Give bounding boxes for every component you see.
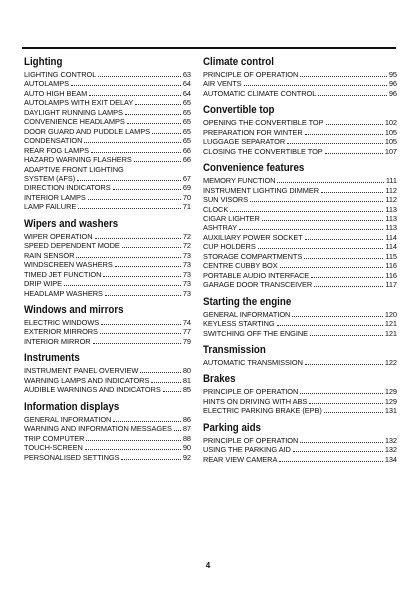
toc-entry[interactable]	[203, 118, 397, 127]
section-heading: Parking aids	[203, 421, 261, 434]
entry-title: STORAGE COMPARTMENTS	[203, 251, 303, 261]
entry-title: PRINCIPLE OF OPERATION	[203, 70, 299, 79]
entry-title: TIMED JET FUNCTION	[24, 269, 102, 279]
entry-title: HINTS ON DRIVING WITH ABS	[203, 396, 308, 406]
entry-page: 113	[385, 213, 397, 223]
entry-page: 73	[182, 269, 191, 279]
entry-page: 102	[384, 118, 397, 128]
toc-entry[interactable]	[203, 445, 397, 454]
toc-entry[interactable]	[203, 137, 397, 146]
toc-entry[interactable]	[24, 415, 191, 424]
entry-page: 105	[384, 127, 397, 137]
toc-entry[interactable]	[24, 136, 191, 145]
dot-leader	[103, 276, 180, 277]
dot-leader	[140, 372, 181, 373]
toc-section-windows-and-mirrors	[24, 304, 191, 346]
toc-right-column	[203, 56, 397, 470]
dot-leader	[280, 267, 384, 268]
toc-entry[interactable]	[203, 176, 397, 185]
entry-title: DOOR GUARD AND PUDDLE LAMPS	[24, 126, 150, 136]
entry-title: OPENING THE CONVERTIBLE TOP	[203, 118, 324, 128]
entry-page: 65	[182, 136, 191, 146]
entry-page: 132	[384, 445, 397, 455]
toc-entry[interactable]	[24, 337, 191, 346]
entry-page: 74	[182, 317, 191, 327]
entry-page: 114	[385, 242, 397, 252]
dot-leader	[135, 104, 181, 105]
entry-page: 92	[182, 452, 191, 462]
toc-entry[interactable]	[203, 233, 397, 242]
toc-entry[interactable]	[203, 252, 397, 261]
entry-page: 65	[182, 98, 191, 108]
section-heading: Climate control	[203, 56, 274, 68]
toc-entry[interactable]	[203, 387, 397, 396]
entry-title: SYSTEM (AFS)	[24, 173, 76, 183]
dot-leader	[151, 382, 181, 383]
entry-title: DRIP WIPE	[24, 279, 63, 289]
page-number: 4	[205, 561, 211, 570]
entry-page: 71	[182, 202, 191, 212]
entry-title: WARNING AND INFORMATION MESSAGES	[24, 424, 172, 434]
dot-leader	[321, 192, 383, 193]
dot-leader	[115, 266, 181, 267]
toc-section-instruments	[24, 352, 191, 394]
dot-leader	[64, 285, 181, 286]
section-heading: Transmission	[203, 343, 266, 356]
dot-leader	[78, 208, 181, 209]
toc-entry[interactable]	[203, 128, 397, 137]
toc-section-starting-the-engine	[203, 296, 397, 338]
entry-page: 113	[385, 204, 397, 214]
dot-leader	[174, 430, 181, 431]
dot-leader	[98, 76, 181, 77]
entry-title: DIRECTION INDICATORS	[24, 183, 111, 193]
entry-page: 105	[384, 137, 397, 147]
entry-page: 88	[182, 433, 191, 443]
dot-leader	[127, 123, 181, 124]
entry-page: 72	[182, 241, 191, 251]
entry-title: LAMP FAILURE	[24, 202, 77, 212]
entry-title: INSTRUMENT PANEL OVERVIEW	[24, 366, 139, 376]
toc-entry[interactable]	[203, 329, 397, 338]
entry-page: 87	[182, 424, 191, 434]
entry-page: 65	[182, 126, 191, 136]
dot-leader	[305, 364, 383, 365]
dot-leader	[84, 142, 180, 143]
entry-title: WINDSCREEN WASHERS	[24, 260, 113, 270]
top-rule	[22, 47, 396, 49]
entry-title: TOUCH-SCREEN	[24, 443, 83, 453]
dot-leader	[89, 95, 181, 96]
entry-title: AUTOMATIC TRANSMISSION	[203, 357, 303, 367]
entry-page: 86	[182, 414, 191, 424]
dot-leader	[292, 316, 382, 317]
toc-section-climate-control	[203, 56, 397, 98]
entry-title: PORTABLE AUDIO INTERFACE	[203, 270, 310, 280]
dot-leader	[250, 201, 383, 202]
entry-page: 77	[182, 327, 191, 337]
entry-title: KEYLESS STARTING	[203, 319, 275, 329]
entry-title: WARNING LAMPS AND INDICATORS	[24, 375, 150, 385]
dot-leader	[76, 257, 181, 258]
toc-section-lighting	[24, 56, 191, 212]
toc-entry[interactable]	[203, 79, 397, 88]
toc-entry[interactable]	[24, 165, 191, 174]
dot-leader	[305, 134, 383, 135]
toc-entry[interactable]	[203, 436, 397, 445]
toc-entry[interactable]	[203, 358, 397, 367]
entry-title: CLOSING THE CONVERTIBLE TOP	[203, 146, 323, 156]
toc-entry[interactable]	[24, 127, 191, 136]
toc-entry[interactable]	[203, 147, 397, 156]
section-heading: Lighting	[24, 56, 63, 68]
dot-leader	[309, 403, 383, 404]
dot-leader	[311, 277, 383, 278]
toc-entry[interactable]	[24, 443, 191, 452]
toc-section-wipers-and-washers	[24, 218, 191, 298]
dot-leader	[93, 343, 181, 344]
dot-leader	[300, 442, 383, 443]
dot-leader	[134, 161, 181, 162]
section-heading: Windows and mirrors	[24, 303, 124, 316]
entry-page: 95	[388, 70, 397, 79]
entry-title: ADAPTIVE FRONT LIGHTING	[24, 164, 124, 174]
toc-entry[interactable]	[24, 260, 191, 269]
entry-title: DAYLIGHT RUNNING LAMPS	[24, 107, 123, 117]
toc-entry[interactable]	[24, 202, 191, 211]
entry-title: MEMORY FUNCTION	[203, 176, 276, 186]
toc-entry[interactable]	[203, 397, 397, 406]
toc-entry[interactable]	[24, 366, 191, 375]
entry-page: 107	[384, 146, 397, 156]
entry-title: ASHTRAY	[203, 223, 238, 233]
dot-leader	[310, 335, 383, 336]
section-heading: Convertible top	[203, 104, 275, 117]
toc-entry[interactable]	[24, 318, 191, 327]
entry-page: 79	[182, 336, 191, 346]
entry-page: 64	[182, 88, 191, 98]
toc-entry[interactable]	[24, 89, 191, 98]
entry-page: 65	[182, 107, 191, 117]
toc-entry[interactable]	[24, 376, 191, 385]
entry-title: AUTO HIGH BEAM	[24, 88, 88, 98]
dot-leader	[230, 211, 383, 212]
entry-page: 116	[385, 270, 397, 280]
dot-leader	[300, 76, 387, 77]
toc-entry[interactable]	[203, 186, 397, 195]
entry-page: 96	[388, 88, 397, 98]
entry-page: 131	[384, 406, 397, 416]
entry-page: 63	[182, 70, 191, 79]
dot-leader	[277, 182, 383, 183]
section-heading: Instruments	[24, 352, 80, 365]
entry-title: GARAGE DOOR TRANSCEIVER	[203, 280, 313, 290]
section-heading: Information displays	[24, 400, 120, 413]
toc-entry[interactable]	[203, 223, 397, 232]
toc-entry[interactable]	[24, 183, 191, 192]
entry-page: 81	[182, 375, 191, 385]
entry-title: REAR VIEW CAMERA	[203, 454, 278, 464]
entry-title: LUGGAGE SEPARATOR	[203, 137, 286, 147]
entry-page: 72	[182, 231, 191, 241]
entry-page: 120	[384, 309, 397, 319]
entry-title: AUTOLAMPS	[24, 79, 70, 89]
entry-page: 96	[388, 79, 397, 89]
toc-entry[interactable]	[203, 280, 397, 289]
entry-page: 114	[385, 232, 397, 242]
toc-left-column	[24, 56, 191, 468]
entry-page: 113	[385, 223, 397, 233]
dot-leader	[125, 114, 181, 115]
entry-title: HEADLAMP WASHERS	[24, 288, 103, 298]
toc-entry[interactable]	[24, 289, 191, 298]
dot-leader	[71, 85, 181, 86]
toc-entry[interactable]	[24, 327, 191, 336]
dot-leader	[326, 124, 383, 125]
entry-title: WIPER OPERATION	[24, 231, 93, 241]
entry-page: 122	[384, 357, 397, 367]
dot-leader	[77, 180, 181, 181]
toc-section-convenience-features	[203, 162, 397, 289]
entry-title: RAIN SENSOR	[24, 250, 75, 260]
entry-page: 70	[182, 192, 191, 202]
dot-leader	[85, 449, 181, 450]
entry-page: 121	[384, 328, 397, 338]
entry-title: AUDIBLE WARNINGS AND INDICATORS	[24, 385, 161, 395]
entry-title: ELECTRIC PARKING BRAKE (EPB)	[203, 406, 322, 416]
entry-title: PRINCIPLE OF OPERATION	[203, 387, 299, 397]
toc-entry[interactable]	[24, 232, 191, 241]
entry-page: 80	[182, 366, 191, 376]
entry-page: 121	[384, 319, 397, 329]
dot-leader	[304, 258, 383, 259]
entry-title: AUXILIARY POWER SOCKET	[203, 232, 303, 242]
entry-page: 73	[182, 260, 191, 270]
entry-title: INTERIOR MIRROR	[24, 336, 91, 346]
entry-title: SUN VISORS	[203, 195, 249, 205]
toc-entry[interactable]	[24, 251, 191, 260]
dot-leader	[279, 461, 382, 462]
dot-leader	[113, 189, 181, 190]
entry-title: HAZARD WARNING FLASHERS	[24, 155, 132, 165]
toc-entry[interactable]	[203, 271, 397, 280]
dot-leader	[163, 391, 181, 392]
entry-title: PREPARATION FOR WINTER	[203, 127, 303, 137]
dot-leader	[86, 440, 180, 441]
dot-leader	[287, 143, 383, 144]
entry-title: INSTRUMENT LIGHTING DIMMER	[203, 185, 319, 195]
toc-entry[interactable]	[24, 385, 191, 394]
toc-entry[interactable]	[24, 108, 191, 117]
dot-leader	[239, 229, 383, 230]
toc-entry[interactable]	[24, 174, 191, 183]
entry-page: 116	[385, 261, 397, 271]
toc-entry[interactable]	[203, 455, 397, 464]
toc-entry[interactable]	[24, 155, 191, 164]
toc-entry[interactable]	[203, 319, 397, 328]
entry-title: SPEED DEPENDENT MODE	[24, 241, 120, 251]
toc-entry[interactable]	[24, 193, 191, 202]
dot-leader	[305, 239, 384, 240]
entry-title: INTERIOR LAMPS	[24, 192, 86, 202]
toc-entry[interactable]	[24, 270, 191, 279]
toc-entry[interactable]	[24, 424, 191, 433]
toc-entry[interactable]	[24, 70, 191, 79]
entry-page: 132	[384, 435, 397, 445]
entry-page: 115	[385, 251, 397, 261]
entry-title: CENTRE CUBBY BOX	[203, 261, 278, 271]
toc-entry[interactable]	[24, 279, 191, 288]
entry-title: AUTOMATIC CLIMATE CONTROL	[203, 88, 317, 98]
entry-title: CONVENIENCE HEADLAMPS	[24, 117, 125, 127]
entry-page: 111	[385, 176, 397, 186]
toc-entry[interactable]	[24, 434, 191, 443]
entry-page: 64	[182, 79, 191, 89]
dot-leader	[88, 199, 181, 200]
dot-leader	[244, 85, 387, 86]
dot-leader	[277, 325, 383, 326]
entry-page: 69	[182, 183, 191, 193]
entry-title: AUTOLAMPS WITH EXIT DELAY	[24, 98, 134, 108]
entry-page: 112	[385, 185, 397, 195]
entry-page: 85	[182, 385, 191, 395]
dot-leader	[325, 153, 383, 154]
entry-title: GENERAL INFORMATION	[24, 414, 112, 424]
dot-leader	[258, 248, 384, 249]
entry-title: CLOCK	[203, 204, 229, 214]
toc-entry[interactable]	[203, 406, 397, 415]
toc-entry[interactable]	[24, 79, 191, 88]
section-heading: Convenience features	[203, 162, 305, 175]
entry-page: 73	[182, 250, 191, 260]
dot-leader	[105, 295, 181, 296]
entry-title: GENERAL INFORMATION	[203, 309, 291, 319]
dot-leader	[122, 247, 181, 248]
entry-page: 90	[182, 443, 191, 453]
entry-title: TRIP COMPUTER	[24, 433, 85, 443]
dot-leader	[314, 286, 383, 287]
entry-page: 112	[385, 195, 397, 205]
toc-entry[interactable]	[24, 241, 191, 250]
toc-section-brakes	[203, 373, 397, 415]
toc-entry[interactable]	[24, 453, 191, 462]
dot-leader	[262, 220, 384, 221]
section-heading: Wipers and washers	[24, 217, 119, 230]
toc-entry[interactable]	[203, 70, 397, 79]
entry-page: 66	[182, 145, 191, 155]
entry-title: LIGHTING CONTROL	[24, 70, 97, 79]
entry-page: 65	[182, 117, 191, 127]
toc-section-information-displays	[24, 401, 191, 462]
entry-page: 73	[182, 288, 191, 298]
toc-entry[interactable]	[24, 98, 191, 107]
entry-title: SWITCHING OFF THE ENGINE	[203, 328, 309, 338]
entry-title: AIR VENTS	[203, 79, 242, 89]
entry-title: EXTERIOR MIRRORS	[24, 327, 98, 337]
toc-section-transmission	[203, 344, 397, 367]
entry-page: 129	[384, 387, 397, 397]
dot-leader	[100, 333, 181, 334]
entry-title: PERSONALISED SETTINGS	[24, 452, 120, 462]
entry-title: ELECTRIC WINDOWS	[24, 317, 100, 327]
section-heading: Starting the engine	[203, 295, 292, 308]
dot-leader	[113, 421, 181, 422]
entry-title: CUP HOLDERS	[203, 242, 256, 252]
entry-page: 73	[182, 279, 191, 289]
dot-leader	[324, 412, 383, 413]
toc-section-parking-aids	[203, 422, 397, 464]
entry-page: 66	[182, 155, 191, 165]
toc-entry[interactable]	[24, 117, 191, 126]
dot-leader	[300, 393, 383, 394]
toc-entry[interactable]	[203, 214, 397, 223]
dot-leader	[91, 152, 181, 153]
entry-title: PRINCIPLE OF OPERATION	[203, 435, 299, 445]
entry-page: 129	[384, 396, 397, 406]
entry-page: 67	[182, 173, 191, 183]
toc-entry[interactable]	[203, 242, 397, 251]
toc-entry[interactable]	[203, 89, 397, 98]
entry-page: 117	[385, 280, 397, 290]
entry-page: 134	[384, 454, 397, 464]
toc-section-convertible-top	[203, 104, 397, 156]
dot-leader	[121, 459, 180, 460]
dot-leader	[101, 324, 181, 325]
toc-entry[interactable]	[203, 195, 397, 204]
toc-entry[interactable]	[203, 261, 397, 270]
entry-title: REAR FOG LAMPS	[24, 145, 90, 155]
dot-leader	[318, 95, 387, 96]
dot-leader	[95, 238, 181, 239]
dot-leader	[152, 133, 181, 134]
dot-leader	[293, 451, 383, 452]
toc-entry[interactable]	[203, 205, 397, 214]
entry-title: CONDENSATION	[24, 136, 83, 146]
toc-entry[interactable]	[203, 310, 397, 319]
entry-title: USING THE PARKING AID	[203, 445, 291, 455]
section-heading: Brakes	[203, 373, 236, 386]
toc-entry[interactable]	[24, 146, 191, 155]
entry-title: CIGAR LIGHTER	[203, 213, 260, 223]
